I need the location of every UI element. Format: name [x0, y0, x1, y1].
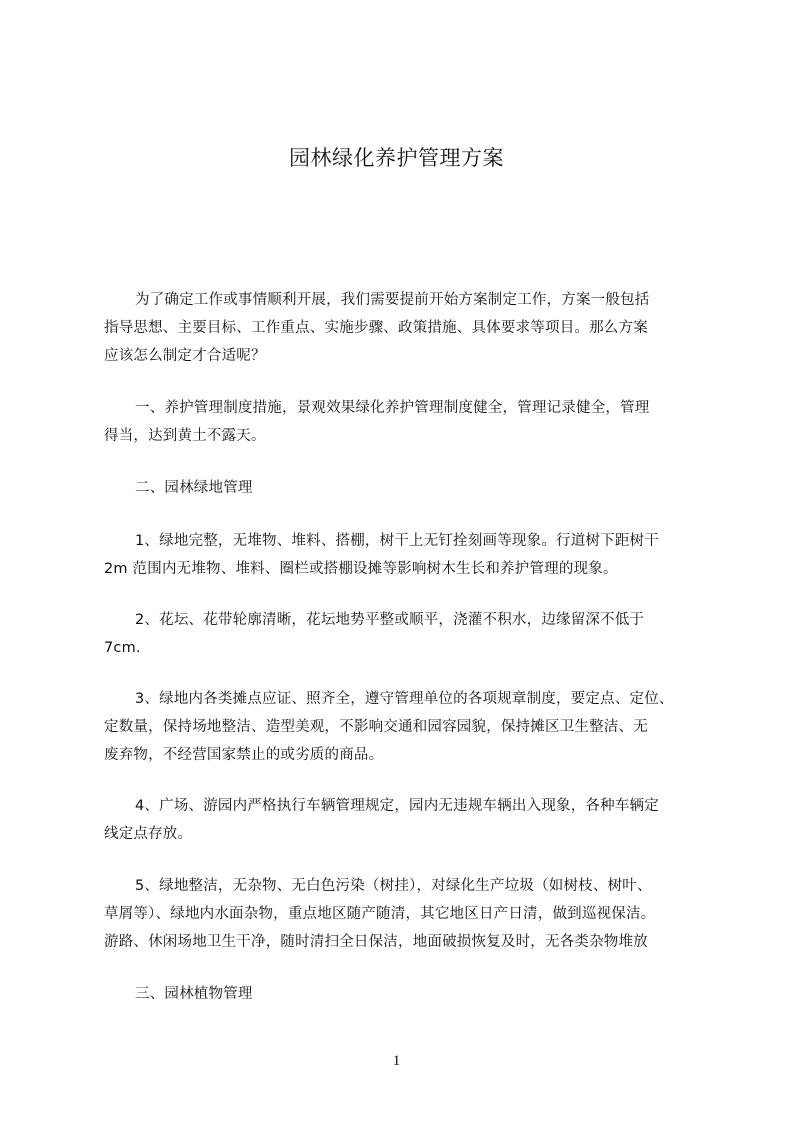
paragraph-line: 指导思想、主要目标、工作重点、实施步骤、政策措施、具体要求等项目。那么方案	[104, 320, 648, 336]
paragraph-line: 二、园林绿地管理	[135, 480, 253, 496]
item-3-paragraph	[104, 685, 702, 769]
section-one-paragraph	[104, 394, 702, 450]
paragraph-line: 4、广场、游园内严格执行车辆管理规定，园内无违规车辆出入现象，各种车辆定	[135, 798, 659, 814]
page-number: 1	[392, 1053, 401, 1069]
paragraph-line: 2m 范围内无堆物、堆料、圈栏或搭棚设摊等影响树木生长和养护管理的现象。	[104, 561, 618, 577]
paragraph-line: 废弃物，不经营国家禁止的或劣质的商品。	[104, 747, 384, 763]
section-two-heading	[104, 474, 702, 502]
paragraph-line: 应该怎么制定才合适呢？	[104, 348, 266, 364]
paragraph-line: 游路、休闲场地卫生干净，随时清扫全日保洁，地面破损恢复及时，无各类杂物堆放	[104, 934, 648, 950]
paragraph-line: 得当，达到黄土不露天。	[104, 428, 266, 444]
paragraph-line: 7cm.	[104, 640, 141, 656]
page-title: 园林绿化养护管理方案	[289, 146, 504, 170]
item-5-paragraph	[104, 872, 702, 956]
paragraph-line: 3、绿地内各类摊点应证、照齐全，遵守管理单位的各项规章制度，要定点、定位、	[135, 691, 674, 707]
paragraph-line: 一、养护管理制度措施，景观效果绿化养护管理制度健全，管理记录健全，管理	[135, 400, 650, 416]
section-three-heading	[104, 980, 702, 1008]
paragraph-line: 5、绿地整洁，无杂物、无白色污染（树挂），对绿化生产垃圾（如树枝、树叶、	[135, 878, 652, 894]
item-4-paragraph	[104, 792, 702, 848]
paragraph-line: 草屑等）、绿地内水面杂物，重点地区随产随清，其它地区日产日清，做到巡视保洁。	[104, 906, 656, 922]
paragraph-line: 定数量，保持场地整洁、造型美观，不影响交通和园容园貌，保持摊区卫生整洁、无	[104, 719, 648, 735]
item-1-paragraph	[104, 527, 702, 583]
paragraph-line: 1、绿地完整，无堆物、堆料、搭棚，树干上无钉拴刻画等现象。行道树下距树干	[135, 533, 659, 549]
paragraph-line: 2、花坛、花带轮廓清晰，花坛地势平整或顺平，浇灌不积水，边缘留深不低于	[135, 612, 645, 628]
intro-paragraph	[104, 286, 702, 370]
paragraph-line: 为了确定工作或事情顺利开展，我们需要提前开始方案制定工作，方案一般包括	[135, 292, 650, 308]
item-2-paragraph	[104, 606, 702, 662]
paragraph-line: 线定点存放。	[104, 826, 193, 842]
paragraph-line: 三、园林植物管理	[135, 986, 253, 1002]
